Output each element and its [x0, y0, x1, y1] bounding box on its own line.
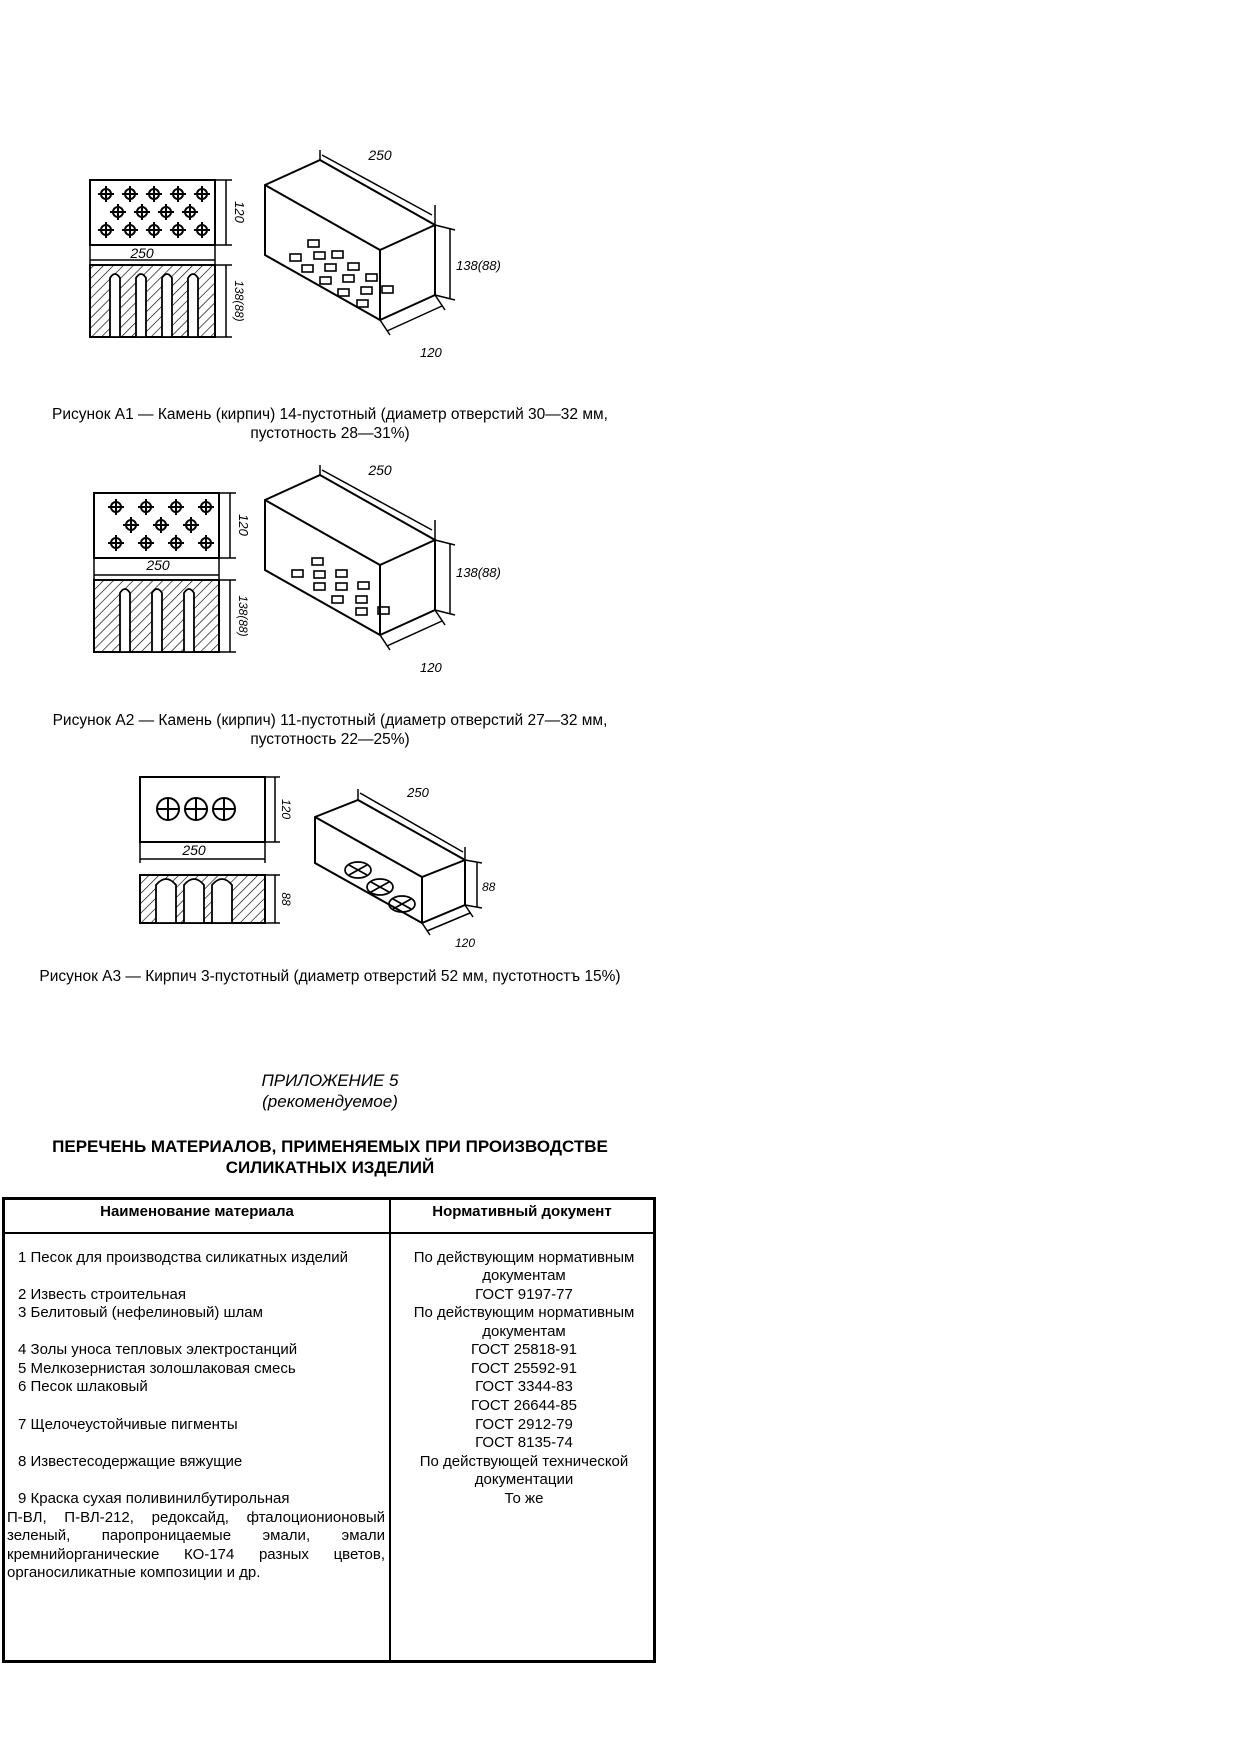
fig-a1-width-label-iso: 120 — [420, 345, 442, 360]
table-row-name-cont: кремнийорганические КО-174 разных цветов, — [7, 1546, 385, 1563]
table-header-document: Нормативный документ — [432, 1203, 612, 1220]
table-row-name: 5 Мелкозернистая золошлаковая смесь — [18, 1360, 296, 1377]
fig-a3-length-label-iso: 250 — [407, 785, 429, 800]
table-row-doc: По действующим нормативным — [413, 1249, 635, 1266]
table-row-name: 8 Известесодержащие вяжущие — [18, 1453, 243, 1470]
appendix-heading-line2: СИЛИКАТНЫХ ИЗДЕЛИЙ — [225, 1158, 435, 1177]
fig-a1-height-label-section: 138(88) — [232, 280, 246, 322]
table-row-doc: документам — [482, 1323, 566, 1340]
table-row-doc: То же — [504, 1490, 544, 1507]
table-row-doc: ГОСТ 9197-77 — [475, 1286, 573, 1303]
table-row-name-cont: зеленый, паропроницаемые эмали, эмали — [7, 1527, 385, 1544]
fig-a3-width-label-iso: 120 — [455, 936, 476, 950]
figure-a2-drawing — [80, 465, 580, 695]
table-row-doc: ГОСТ 2912-79 — [475, 1416, 573, 1433]
table-row-name: 6 Песок шлаковый — [18, 1378, 148, 1395]
table-row-doc: ГОСТ 25592-91 — [470, 1360, 577, 1377]
appendix-title: ПРИЛОЖЕНИЕ 5 — [261, 1071, 399, 1090]
table-header-divider — [5, 1232, 653, 1234]
fig-a1-length-label-plan: 250 — [130, 245, 154, 261]
fig-a2-height-label-iso: 138(88) — [456, 565, 501, 580]
fig-a1-width-label: 120 — [232, 201, 247, 223]
fig-a1-length-label-iso: 250 — [368, 150, 392, 163]
figure-a2-caption: Рисунок А2 — Камень (кирпич) 11-пустотный (диаметр отверстий 27—32 мм, пустотность 22—25%) — [52, 712, 608, 748]
table-row-name-cont: органосиликатные композиции и др. — [7, 1564, 261, 1581]
table-row-doc: документам — [482, 1267, 566, 1284]
table-row-doc: документации — [474, 1471, 574, 1488]
table-row-doc: По действующим нормативным — [413, 1304, 635, 1321]
figure-a3-caption: Рисунок А3 — Кирпич 3-пустотный (диаметр отверстий 52 мм, пустотностъ 15%) — [39, 968, 621, 985]
table-column-divider — [389, 1200, 391, 1660]
table-row-doc: ГОСТ 25818-91 — [470, 1341, 577, 1358]
appendix-heading-line1: ПЕРЕЧЕНЬ МАТЕРИАЛОВ, ПРИМЕНЯЕМЫХ ПРИ ПРОИЗВОДСТВЕ — [52, 1137, 608, 1156]
table-row-name: 2 Известь строительная — [18, 1286, 186, 1303]
table-row-name-cont: П-ВЛ, П-ВЛ-212, редоксайд, фталоционионовый — [7, 1509, 385, 1526]
materials-table — [2, 1197, 656, 1663]
fig-a1-height-label-iso: 138(88) — [456, 258, 501, 273]
fig-a3-width-label: 120 — [279, 798, 293, 820]
table-row-doc: ГОСТ 8135-74 — [475, 1434, 573, 1451]
table-row-name: 3 Белитовый (нефелиновый) шлам — [18, 1304, 263, 1321]
appendix-subtitle: (рекомендуемое) — [262, 1092, 398, 1111]
table-row-name: 4 Золы уноса тепловых электростанций — [18, 1341, 298, 1358]
figure-a3-drawing — [130, 775, 550, 950]
table-row-name: 9 Краска сухая поливинилбутирольная — [18, 1490, 290, 1507]
figure-a1-drawing — [80, 150, 580, 380]
table-row-doc: ГОСТ 3344-83 — [475, 1378, 573, 1395]
table-row-name: 1 Песок для производства силикатных изделий — [18, 1249, 349, 1266]
fig-a2-width-label-iso: 120 — [420, 660, 442, 675]
table-row-name: 7 Щелочеустойчивые пигменты — [18, 1416, 238, 1433]
table-row-doc: По действующей технической — [419, 1453, 629, 1470]
fig-a2-length-label-iso: 250 — [368, 465, 392, 478]
fig-a2-height-label-section: 138(88) — [236, 595, 250, 637]
fig-a3-height-label-section: 88 — [279, 892, 293, 906]
table-row-doc: ГОСТ 26644-85 — [470, 1397, 577, 1414]
fig-a3-length-label-plan: 250 — [182, 842, 206, 858]
fig-a2-width-label: 120 — [236, 514, 251, 536]
table-header-material: Наименование материала — [100, 1203, 294, 1220]
fig-a3-height-label-iso: 88 — [482, 880, 496, 894]
fig-a2-length-label-plan: 250 — [146, 557, 170, 573]
figure-a1-caption: Рисунок А1 — Камень (кирпич) 14-пустотный (диаметр отверстий 30—32 мм, пустотность 28—31%) — [52, 406, 608, 442]
